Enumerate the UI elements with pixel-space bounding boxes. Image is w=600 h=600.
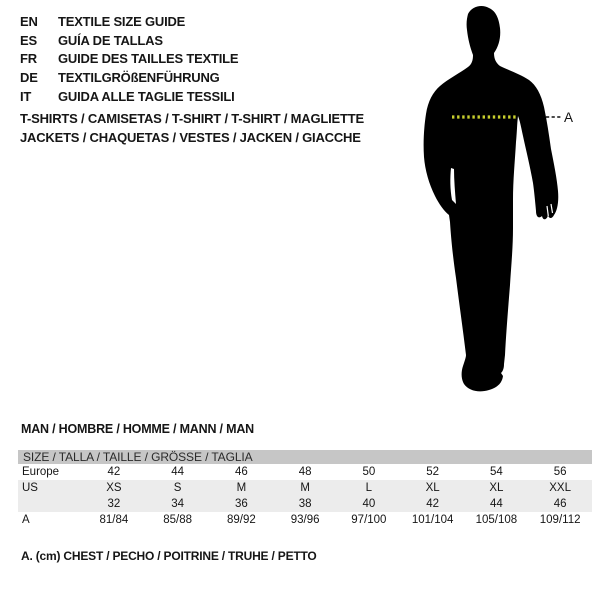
language-code: EN	[20, 14, 38, 29]
language-row	[20, 13, 238, 32]
size-figure	[380, 0, 600, 400]
language-title: TEXTILE SIZE GUIDE	[58, 14, 186, 29]
language-row	[20, 88, 238, 107]
size-cell: XS	[106, 482, 122, 494]
size-cell: 81/84	[99, 514, 129, 526]
size-cell: 85/88	[163, 514, 193, 526]
size-cell: 101/104	[411, 514, 454, 526]
size-cell: M	[236, 482, 247, 494]
size-cell: 109/112	[539, 514, 581, 526]
size-cell: 50	[362, 466, 376, 478]
size-cell: 97/100	[351, 514, 387, 526]
category-line: T-SHIRTS / CAMISETAS / T-SHIRT / T-SHIRT / MAGLIETTE	[20, 111, 364, 126]
size-cell: 89/92	[226, 514, 256, 526]
table-row	[18, 480, 592, 496]
measure-label-a: A	[564, 110, 574, 125]
size-cell: 32	[107, 498, 121, 510]
size-table-header: SIZE / TALLA / TAILLE / GRÖSSE / TAGLIA	[18, 450, 592, 464]
section-title-man: MAN / HOMBRE / HOMME / MANN / MAN	[21, 422, 254, 436]
language-code: DE	[20, 70, 38, 86]
measurement-footnote: A. (cm) CHEST / PECHO / POITRINE / TRUHE / PETTO	[21, 549, 317, 563]
size-cell: 54	[489, 466, 503, 478]
category-line: JACKETS / CHAQUETAS / VESTES / JACKEN / GIACCHE	[20, 130, 361, 145]
row-label	[18, 496, 82, 512]
table-row	[18, 496, 592, 512]
language-row	[20, 50, 238, 69]
size-cell: 34	[171, 498, 185, 510]
language-code: FR	[20, 51, 37, 67]
row-label: A	[22, 514, 30, 526]
size-cell: 36	[234, 498, 248, 510]
language-title: GUÍA DE TALLAS	[58, 32, 163, 48]
size-cell: 46	[234, 466, 248, 478]
size-cell: XL	[425, 482, 440, 494]
row-label: Europe	[22, 466, 60, 478]
size-cell: 42	[426, 498, 440, 510]
language-code: IT	[20, 88, 32, 104]
size-cell: L	[365, 482, 373, 494]
man-body-shape	[424, 6, 559, 391]
size-cell: XL	[489, 482, 504, 494]
size-cell: M	[300, 482, 310, 494]
language-row	[20, 69, 238, 88]
size-cell: 52	[426, 466, 440, 478]
size-cell: 42	[107, 466, 121, 478]
size-cell: XXL	[549, 482, 571, 494]
size-cell: 93/96	[290, 514, 320, 526]
size-cell: 44	[489, 498, 503, 510]
language-list	[20, 13, 238, 106]
size-cell: 40	[362, 498, 376, 510]
language-title: TEXTILGRÖßENFÜHRUNG	[58, 70, 220, 86]
table-row	[18, 465, 592, 480]
language-code: ES	[20, 32, 37, 48]
us-rows-band	[18, 480, 592, 512]
size-cell: 44	[171, 466, 185, 478]
size-table	[18, 450, 592, 528]
language-title: GUIDE DES TAILLES TEXTILE	[58, 51, 239, 67]
size-cell: 48	[298, 466, 312, 478]
row-label: US	[22, 482, 38, 494]
language-row	[20, 32, 238, 51]
table-row	[18, 512, 592, 528]
size-cell: 105/108	[475, 514, 518, 526]
size-cell: S	[173, 482, 182, 494]
size-table-body	[18, 465, 592, 528]
size-cell: 56	[553, 466, 567, 478]
category-list	[20, 109, 364, 147]
size-cell: 46	[553, 498, 567, 510]
language-title: GUIDA ALLE TAGLIE TESSILI	[58, 88, 235, 104]
size-cell: 38	[298, 498, 312, 510]
man-silhouette	[380, 0, 600, 400]
